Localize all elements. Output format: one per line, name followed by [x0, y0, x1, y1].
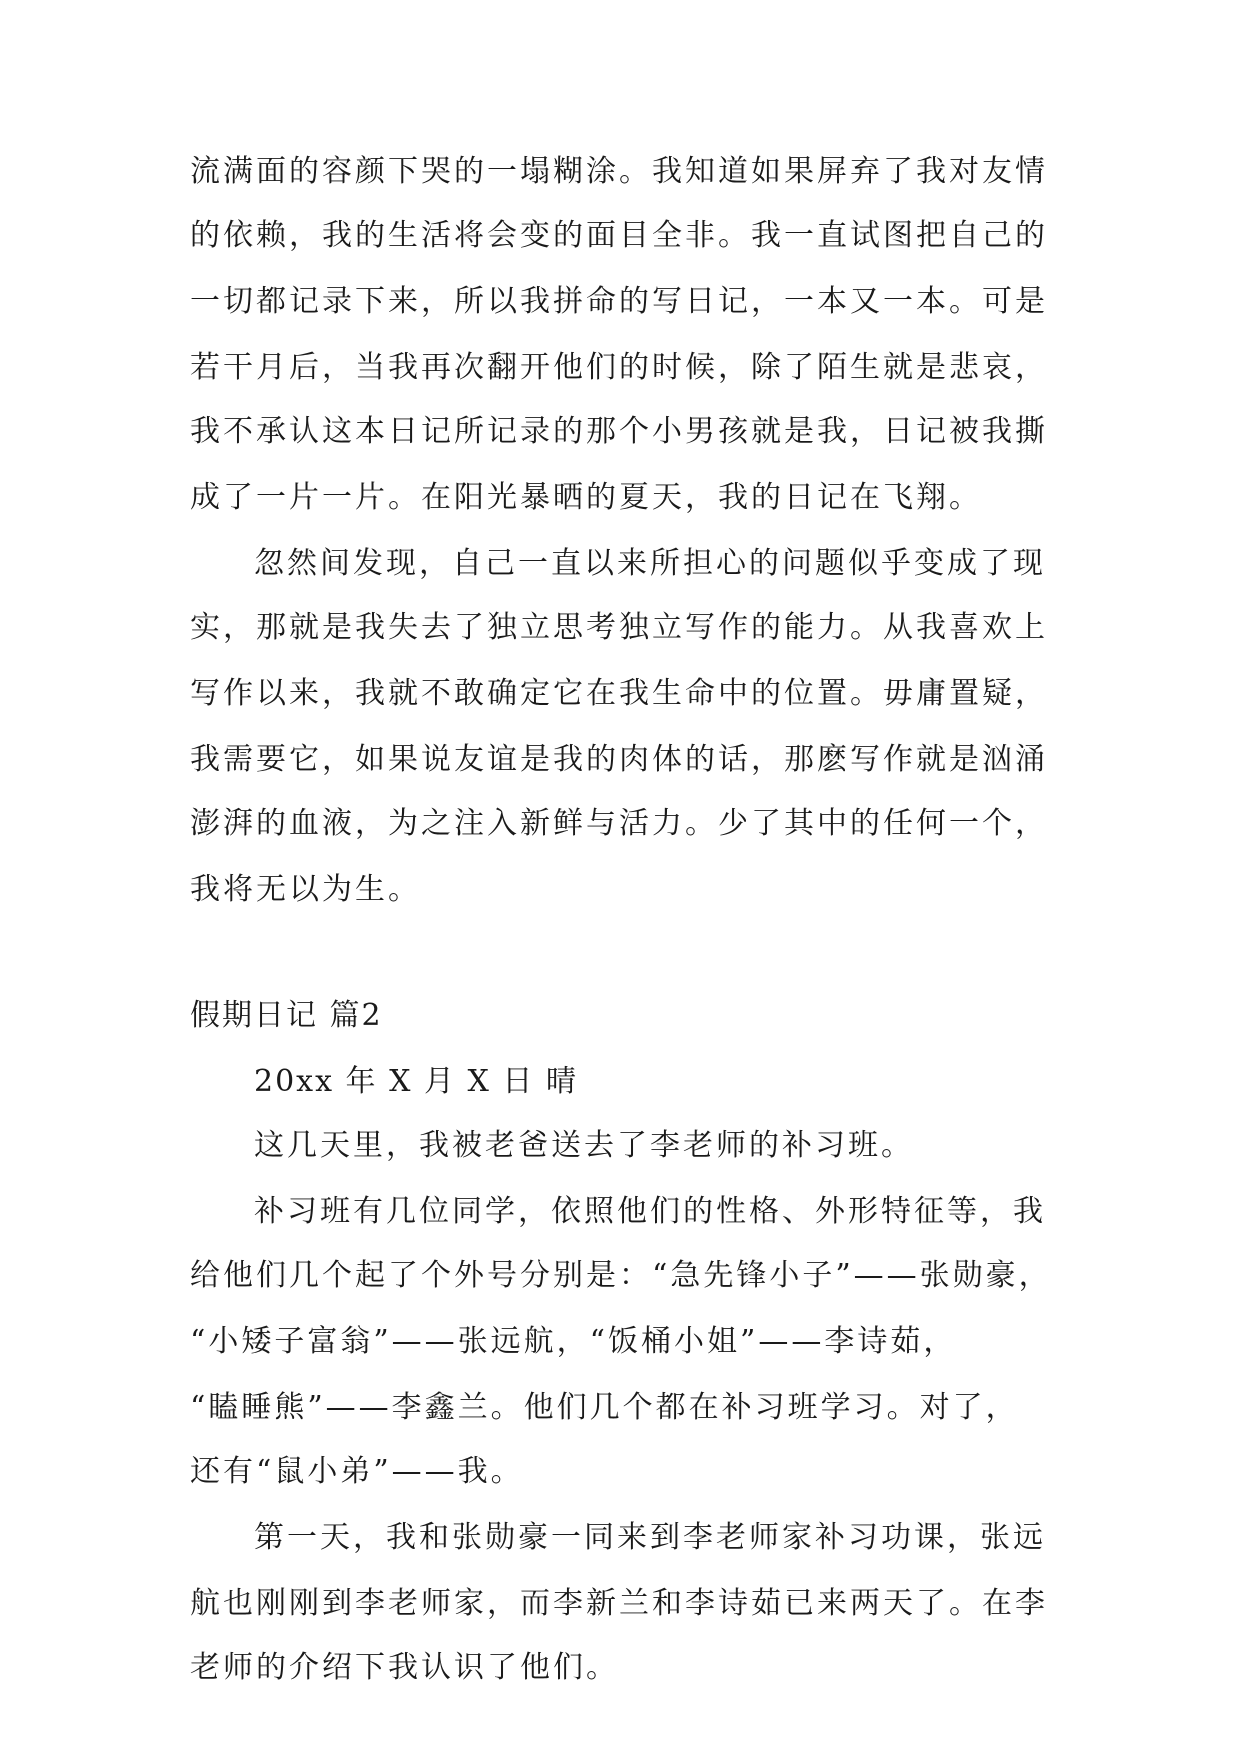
text-line: 一切都记录下来，所以我拼命的写日记，一本又一本。可是 [190, 284, 1048, 319]
text-line: 我将无以为生。 [190, 872, 421, 907]
text-line: 老师的介绍下我认识了他们。 [190, 1650, 619, 1685]
text-line: “瞌睡熊”——李鑫兰。他们几个都在补习班学习。对了， [190, 1390, 1019, 1425]
text-line: “小矮子富翁”——张远航，“饭桶小姐”——李诗茹， [190, 1324, 957, 1359]
text-line: 实，那就是我失去了独立思考独立写作的能力。从我喜欢上 [190, 610, 1048, 645]
text-line: 的依赖，我的生活将会变的面目全非。我一直试图把自己的 [190, 218, 1048, 253]
text-line: 写作以来，我就不敢确定它在我生命中的位置。毋庸置疑， [190, 676, 1048, 711]
text-line: 我不承认这本日记所记录的那个小男孩就是我，日记被我撕 [190, 414, 1048, 449]
text-line: 流满面的容颜下哭的一塌糊涂。我知道如果屏弃了我对友情 [190, 154, 1048, 189]
text-line: 这几天里，我被老爸送去了李老师的补习班。 [254, 1128, 914, 1163]
text-line: 航也刚刚到李老师家，而李新兰和李诗茹已来两天了。在李 [190, 1586, 1048, 1621]
text-line: 澎湃的血液，为之注入新鲜与活力。少了其中的任何一个， [190, 806, 1048, 841]
text-line: 我需要它，如果说友谊是我的肉体的话，那麽写作就是汹涌 [190, 742, 1048, 777]
text-line: 成了一片一片。在阳光暴晒的夏天，我的日记在飞翔。 [190, 480, 982, 515]
text-line: 给他们几个起了个外号分别是：“急先锋小子”——张勋豪， [190, 1258, 1052, 1293]
text-line: 忽然间发现，自己一直以来所担心的问题似乎变成了现 [254, 546, 1046, 581]
section-heading: 假期日记 篇2 [190, 998, 383, 1033]
text-line: 若干月后，当我再次翻开他们的时候，除了陌生就是悲哀， [190, 350, 1048, 385]
text-line: 还有“鼠小弟”——我。 [190, 1454, 524, 1489]
date-line: 20xx 年 X 月 X 日 晴 [254, 1064, 578, 1099]
text-line: 第一天，我和张勋豪一同来到李老师家补习功课，张远 [254, 1520, 1046, 1555]
text-line: 补习班有几位同学，依照他们的性格、外形特征等，我 [254, 1194, 1046, 1229]
